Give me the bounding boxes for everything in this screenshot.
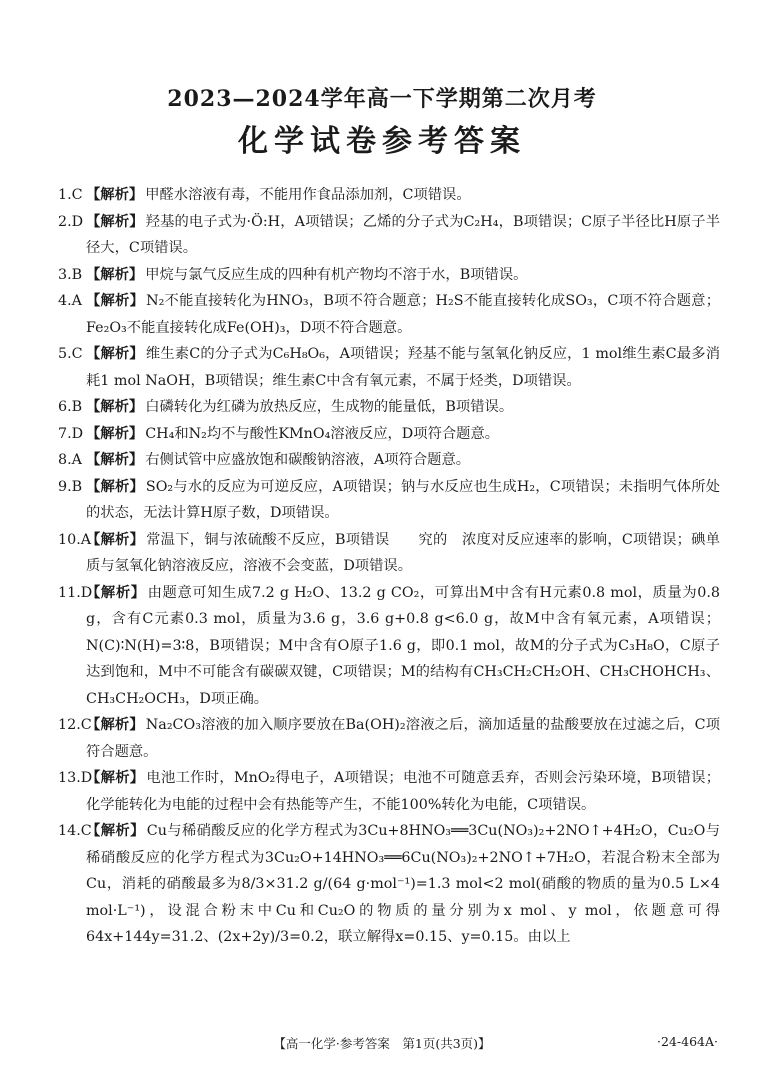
answer-item — [58, 394, 720, 421]
answer-text: 甲烷与氯气反应生成的四种有机产物均不溶于水，B项错误。 — [145, 266, 528, 283]
answer-number: 9.B — [58, 478, 83, 495]
answer-text: 由题意可知生成7.2 g H₂O、13.2 g CO₂，可算出M中含有H元素0.8 mol，质量为0.8 g，含有C元素0.3 mol，质量为3.6 g，3.6 g+0.8 g<6.0 g，故M中含有氧元素，A项错误；N(C)∶N(H)=3∶8，B项错误；M中含有O原子1.6 g，即0.1 mol，故M的分子式为C₃H₈O，C原子达到饱和，M中不可能含有碳碳双键，C项错误；M的结构有CH₃CH₂CH₂OH、CH₃CHOHCH₃、CH₃CH₂OCH₃，D项正确。 — [86, 584, 721, 707]
answer-item — [58, 580, 720, 713]
footer-code: ·24-464A· — [657, 1034, 718, 1049]
answer-text: 维生素C的分子式为C₆H₈O₆，A项错误；羟基不能与氢氧化钠反应，1 mol维生素C最多消耗1 mol NaOH，B项错误；维生素C中含有氧元素，不属于烃类，D项错误。 — [86, 346, 720, 389]
answer-number: 7.D — [58, 425, 84, 442]
answer-number: 5.C — [58, 346, 83, 362]
analysis-tag: 【解析】 — [86, 770, 145, 786]
analysis-tag: 【解析】 — [86, 717, 144, 733]
analysis-tag: 【解析】 — [86, 293, 145, 309]
answer-text: Na₂CO₃溶液的加入顺序要放在Ba(OH)₂溶液之后，滴加适量的盐酸要放在过滤之后，C项符合题意。 — [86, 717, 721, 760]
answer-number: 4.A — [58, 293, 82, 309]
analysis-tag: 【解析】 — [86, 531, 145, 548]
answer-text: SO₂与水的反应为可逆反应，A项错误；钠与水反应也生成H₂，C项错误；未指明气体所处的状态，无法计算H原子数，D项错误。 — [86, 478, 720, 521]
analysis-tag: 【解析】 — [86, 478, 144, 495]
analysis-tag: 【解析】 — [86, 346, 144, 362]
answer-text: Cu与稀硝酸反应的化学方程式为3Cu+8HNO₃══3Cu(NO₃)₂+2NO↑+4H₂O，Cu₂O与稀硝酸反应的化学方程式为3Cu₂O+14HNO₃══6Cu(NO₃)₂+2NO↑+7H₂O，若混合粉末全部为Cu，消耗的硝酸最多为8/3×31.2 g/(64 g·mol⁻¹)=1.3 mol<2 mol(硝酸的物质的量为0.5 L×4 mol·L⁻¹)，设混合粉末中Cu和Cu₂O的物质的量分别为x mol、y mol，依题意可得64x+144y=31.2、(2x+2y)/3=0.2，联立解得x=0.15、y=0.15。由以上 — [86, 823, 720, 945]
answer-number: 3.B — [58, 266, 83, 283]
answer-text: N₂不能直接转化为HNO₃，B项不符合题意；H₂S不能直接转化成SO₃，C项不符合题意；Fe₂O₃不能直接转化成Fe(OH)₃，D项不符合题意。 — [86, 293, 721, 336]
answer-item — [58, 818, 720, 951]
answer-number: 14.C — [58, 823, 92, 839]
answer-item — [58, 527, 720, 580]
analysis-tag: 【解析】 — [86, 584, 146, 601]
answer-item — [58, 182, 720, 209]
answer-item — [58, 288, 720, 341]
answer-number: 11.D — [58, 584, 93, 601]
answer-number: 1.C — [58, 187, 83, 203]
analysis-tag: 【解析】 — [86, 213, 144, 230]
answer-text: 甲醛水溶液有毒，不能用作食品添加剂，C项错误。 — [145, 187, 471, 203]
answer-item — [58, 712, 720, 765]
analysis-tag: 【解析】 — [86, 399, 144, 415]
analysis-tag: 【解析】 — [86, 425, 144, 442]
footer-page-info: 【高一化学·参考答案 第1页(共3页)】 — [273, 1036, 491, 1051]
answer-key-title: 化学试卷参考答案 — [238, 124, 526, 159]
answer-item — [58, 421, 720, 448]
answer-text: 电池工作时，MnO₂得电子，A项错误；电池不可随意丢弃，否则会污染环境，B项错误；化学能转化为电能的过程中会有热能等产生，不能100%转化为电能，C项错误。 — [86, 770, 720, 813]
answer-item — [58, 262, 720, 289]
analysis-tag: 【解析】 — [86, 187, 144, 203]
answer-text: 常温下，铜与浓硫酸不反应，B项错误 究的 浓度对反应速率的影响，C项错误；碘单质与氢氧化钠溶液反应，溶液不会变蓝，D项错误。 — [86, 531, 720, 574]
analysis-tag: 【解析】 — [86, 266, 144, 283]
answer-text: 右侧试管中应盛放饱和碳酸钠溶液，A项符合题意。 — [145, 452, 471, 468]
answer-text: 羟基的电子式为·Ö:H，A项错误；乙烯的分子式为C₂H₄，B项错误；C原子半径比H原子半径大，C项错误。 — [86, 213, 721, 256]
answer-item — [58, 341, 720, 394]
answer-item — [58, 209, 720, 262]
answer-number: 10.A — [58, 531, 92, 548]
exam-title: 2023—2024学年高一下学期第二次月考 — [167, 86, 597, 112]
analysis-tag: 【解析】 — [86, 823, 145, 839]
answer-item — [58, 474, 720, 527]
answer-number: 8.A — [58, 452, 82, 468]
answer-number: 6.B — [58, 399, 83, 415]
answer-number: 13.D — [58, 770, 93, 786]
answer-list — [58, 182, 720, 951]
analysis-tag: 【解析】 — [86, 452, 144, 468]
answer-text: 白磷转化为红磷为放热反应，生成物的能量低，B项错误。 — [145, 399, 514, 415]
answer-item — [58, 765, 720, 818]
answer-number: 12.C — [58, 717, 92, 733]
answer-number: 2.D — [58, 213, 84, 230]
answer-text: CH₄和N₂均不与酸性KMnO₄溶液反应，D项符合题意。 — [145, 425, 500, 442]
answer-item — [58, 447, 720, 474]
